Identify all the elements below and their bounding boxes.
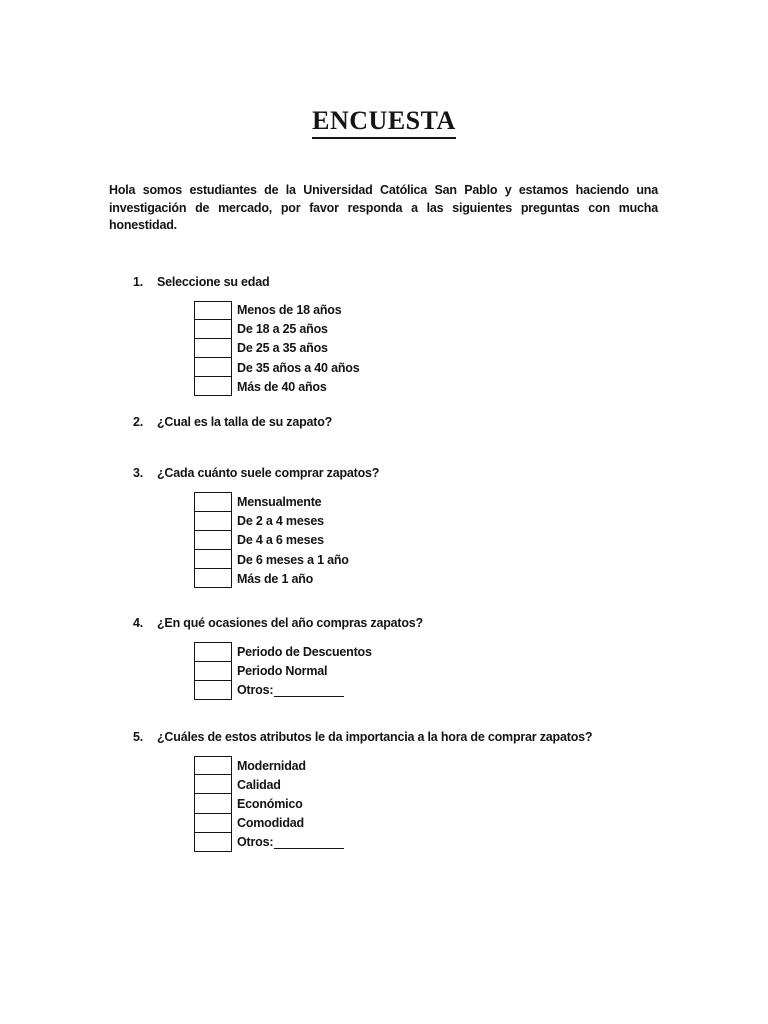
- intro-line: honestidad.: [109, 218, 177, 232]
- question-3: [133, 466, 768, 588]
- question-1-title: [133, 275, 768, 290]
- option-label: De 6 meses a 1 año: [237, 552, 349, 567]
- checkbox[interactable]: [194, 377, 232, 396]
- question-1-options: [194, 301, 768, 397]
- option-row: [194, 531, 768, 550]
- question-text: ¿Cual es la talla de su zapato?: [157, 415, 333, 430]
- checkbox[interactable]: [194, 756, 232, 775]
- otros-blank-line[interactable]: [274, 836, 344, 849]
- question-number: 2.: [133, 415, 144, 430]
- checkbox[interactable]: [194, 512, 232, 531]
- option-row: [194, 512, 768, 531]
- option-row: [194, 301, 768, 320]
- option-label: Otros:: [237, 683, 274, 698]
- question-4-title: [133, 616, 768, 631]
- question-5-title: [133, 730, 768, 745]
- option-label: De 25 a 35 años: [237, 341, 328, 356]
- question-number: 1.: [133, 274, 144, 289]
- checkbox[interactable]: [194, 301, 232, 320]
- question-4: [133, 616, 768, 700]
- option-row: [194, 794, 768, 813]
- option-label: Periodo de Descuentos: [237, 644, 372, 659]
- option-row: [194, 775, 768, 794]
- option-label: De 35 años a 40 años: [237, 360, 360, 375]
- checkbox[interactable]: [194, 642, 232, 661]
- checkbox[interactable]: [194, 320, 232, 339]
- option-label: Más de 40 años: [237, 379, 327, 394]
- checkbox[interactable]: [194, 833, 232, 852]
- page-title: ENCUESTA: [312, 106, 456, 139]
- option-row: [194, 814, 768, 833]
- question-3-options: [194, 492, 768, 588]
- option-row: [194, 358, 768, 377]
- option-label: De 18 a 25 años: [237, 322, 328, 337]
- option-label: De 2 a 4 meses: [237, 514, 324, 529]
- option-row: [194, 662, 768, 681]
- option-label: Mensualmente: [237, 495, 322, 510]
- question-5: [133, 730, 768, 852]
- intro-line: investigación de mercado, por favor responda a las siguientes preguntas con mucha: [109, 200, 658, 215]
- option-label: Periodo Normal: [237, 664, 328, 679]
- checkbox[interactable]: [194, 681, 232, 700]
- option-row: [194, 642, 768, 661]
- intro-paragraph: [109, 182, 658, 235]
- checkbox[interactable]: [194, 662, 232, 681]
- option-label: Más de 1 año: [237, 571, 314, 586]
- question-text: ¿Cada cuánto suele comprar zapatos?: [157, 466, 380, 481]
- question-text: ¿Cuáles de estos atributos le da importancia a la hora de comprar zapatos?: [157, 729, 593, 744]
- option-label: Menos de 18 años: [237, 303, 342, 318]
- question-5-options: [194, 756, 768, 852]
- intro-line: Hola somos estudiantes de la Universidad Católica San Pablo y estamos haciendo una: [109, 183, 658, 197]
- otros-blank-line[interactable]: [274, 684, 344, 697]
- option-label: Económico: [237, 796, 303, 811]
- option-row: [194, 492, 768, 511]
- option-row: [194, 569, 768, 588]
- question-4-options: [194, 642, 768, 700]
- question-1: [133, 275, 768, 397]
- question-2: [133, 415, 768, 430]
- questions-list: [133, 275, 768, 852]
- option-row: [194, 320, 768, 339]
- question-text: Seleccione su edad: [157, 274, 270, 289]
- option-row: [194, 377, 768, 396]
- checkbox[interactable]: [194, 775, 232, 794]
- checkbox[interactable]: [194, 569, 232, 588]
- option-row: [194, 756, 768, 775]
- option-row: [194, 339, 768, 358]
- option-row: [194, 681, 768, 700]
- question-number: 3.: [133, 466, 144, 481]
- question-2-title: [133, 415, 768, 430]
- checkbox[interactable]: [194, 358, 232, 377]
- option-label: Modernidad: [237, 758, 306, 773]
- question-number: 4.: [133, 616, 144, 631]
- checkbox[interactable]: [194, 550, 232, 569]
- option-row: [194, 833, 768, 852]
- question-number: 5.: [133, 729, 144, 744]
- checkbox[interactable]: [194, 814, 232, 833]
- option-label: De 4 a 6 meses: [237, 533, 324, 548]
- question-text: ¿En qué ocasiones del año compras zapatos?: [157, 616, 423, 631]
- option-label: Comodidad: [237, 816, 304, 831]
- question-3-title: [133, 466, 768, 481]
- option-label: Calidad: [237, 777, 281, 792]
- checkbox[interactable]: [194, 531, 232, 550]
- option-row: [194, 550, 768, 569]
- title-wrap: [0, 106, 768, 140]
- checkbox[interactable]: [194, 339, 232, 358]
- checkbox[interactable]: [194, 794, 232, 813]
- option-label: Otros:: [237, 835, 274, 850]
- checkbox[interactable]: [194, 492, 232, 511]
